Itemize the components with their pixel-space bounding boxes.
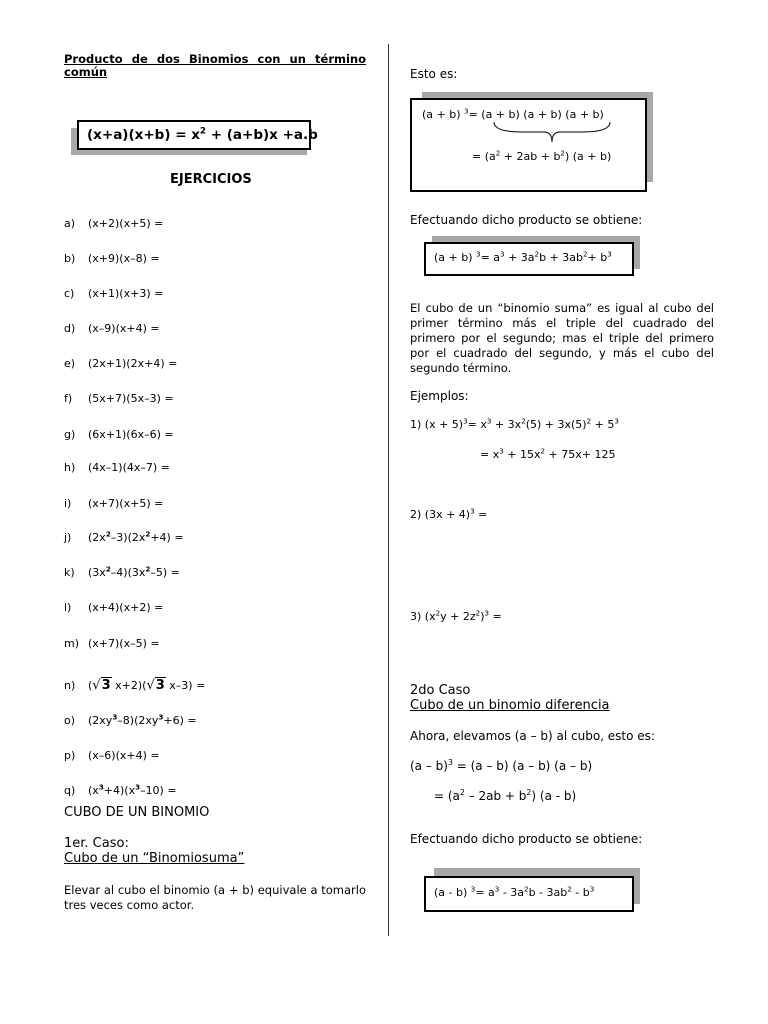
exercise-expression: (x+9)(x–8) = — [88, 252, 160, 265]
expr-part: –5) = — [150, 566, 180, 579]
exercise-label: n) — [64, 679, 76, 692]
cubo-title: CUBO DE UN BINOMIO — [64, 805, 210, 820]
exercise-item — [64, 714, 197, 727]
exercise-item — [64, 287, 163, 300]
diff-line1: (a – b)$^3$ = (a – b) (a – b) (a – b) — [410, 758, 593, 773]
exercise-expression — [88, 679, 205, 692]
expr-part: –8)(2xy — [117, 714, 159, 727]
caso1-heading — [64, 836, 244, 866]
radicand: 3 — [155, 678, 165, 693]
exercise-expression: (4x–1)(4x–7) = — [88, 461, 170, 474]
ejemplos-label: Ejemplos: — [410, 389, 469, 403]
exercise-item — [64, 392, 174, 405]
caso2-line2: Cubo de un binomio diferencia — [410, 698, 610, 713]
exercise-label: m) — [64, 637, 80, 650]
caso1-text: Elevar al cubo el binomio (a + b) equivale a tomarlo tres veces como actor. — [64, 883, 366, 912]
box2 — [424, 242, 634, 276]
exponent: 2 — [105, 529, 111, 539]
expr-part: ( — [88, 679, 93, 692]
ahora-text: Ahora, elevamos (a – b) al cubo, esto es: — [410, 729, 655, 743]
exponent: 2 — [145, 564, 151, 574]
brace — [492, 120, 612, 148]
exercise-item — [64, 601, 163, 614]
exercise-label: o) — [64, 714, 76, 727]
example-2: 2) $(3x + 4)^3$ = — [410, 506, 488, 521]
expr-part: –3)(2x — [110, 531, 146, 544]
exercise-label: q) — [64, 784, 76, 797]
exercise-expression: (x–9)(x+4) = — [88, 322, 160, 335]
efectuando-1: Efectuando dicho producto se obtiene: — [410, 213, 643, 227]
exercise-expression: (x+7)(x–5) = — [88, 637, 160, 650]
exercise-label: a) — [64, 217, 76, 230]
diff-line2: = $(a^2 - 2ab + b^2)$ (a - b) — [434, 788, 577, 803]
example-3: 3) $(x^2y + 2z^2)^3$ = — [410, 608, 502, 623]
exercise-item — [64, 217, 163, 230]
ejercicios-title: EJERCICIOS — [170, 172, 252, 187]
exercise-item — [64, 322, 160, 335]
exercise-label: d) — [64, 322, 76, 335]
column-divider — [388, 44, 389, 936]
exercise-item — [64, 637, 160, 650]
exercise-label: f) — [64, 392, 73, 405]
expr-part: –10) = — [140, 784, 177, 797]
caso1-line2: Cubo de un “Binomiosuma” — [64, 851, 245, 866]
efectuando-2: Efectuando dicho producto se obtiene: — [410, 832, 643, 846]
exponent: 3 — [98, 782, 104, 792]
sqrt-symbol: √3 — [92, 678, 111, 693]
box3 — [424, 876, 634, 912]
expr-part: x+2)( — [111, 679, 147, 692]
exercise-item — [64, 252, 160, 265]
box1-line2: = $(a^2 + 2ab + b^2) (a + b)$ — [472, 148, 612, 163]
exercise-item — [64, 784, 177, 797]
caso2-heading — [410, 683, 610, 713]
exercise-expression — [88, 566, 180, 579]
exponent: 3 — [158, 712, 164, 722]
exponent: 2 — [145, 529, 151, 539]
expr-part: +6) = — [163, 714, 197, 727]
exercise-item — [64, 461, 170, 474]
section-title-line1: Producto de dos Binomios con un término — [64, 52, 366, 66]
exercise-label: b) — [64, 252, 76, 265]
esto-es: Esto es: — [410, 67, 458, 81]
exponent: 2 — [105, 564, 111, 574]
formula-box — [77, 120, 318, 150]
exercise-label: i) — [64, 497, 72, 510]
exercise-expression: (6x+1)(6x–6) = — [88, 428, 174, 441]
exercise-label: k) — [64, 566, 75, 579]
exercise-label: c) — [64, 287, 75, 300]
exercise-label: g) — [64, 428, 76, 441]
exercise-label: j) — [64, 531, 72, 544]
exercise-expression — [88, 714, 197, 727]
exercise-label: e) — [64, 357, 76, 370]
exercise-item — [64, 428, 174, 441]
binomio-suma-paragraph: El cubo de un “binomio suma” es igual al cubo del primer término más el triple del cuadrado del primero por el segundo; mas el triple del primero por el cuadrado del segundo, y más el cubo del segundo término. — [410, 301, 714, 375]
box3-formula: (a - b) $^3= a^3 - 3a^2b - 3ab^2 - b^3$ — [434, 884, 595, 899]
exercise-item — [64, 497, 163, 510]
caso2-line1: 2do Caso — [410, 683, 471, 698]
expr-part: (2x — [88, 531, 106, 544]
exercise-expression: (x–6)(x+4) = — [88, 749, 160, 762]
example-1-line2: = $x^3 + 15x^2 + 75x+ 125$ — [480, 446, 616, 461]
exercise-expression: (2x+1)(2x+4) = — [88, 357, 178, 370]
box1-line1: (a + b) $^3$= (a + b) (a + b) (a + b) — [422, 106, 604, 121]
box1 — [410, 98, 647, 192]
exercise-label: h) — [64, 461, 76, 474]
exercise-item — [64, 678, 205, 693]
expr-part: +4)(x — [103, 784, 136, 797]
expr-part: x–3) = — [165, 679, 206, 692]
expr-part: (x — [88, 784, 99, 797]
exercise-item — [64, 566, 180, 579]
expr-part: (3x — [88, 566, 106, 579]
sqrt-symbol: √3 — [146, 678, 165, 693]
expr-part: –4)(3x — [110, 566, 146, 579]
exercise-item — [64, 749, 160, 762]
formula: $(x+a)(x+b) = x^2 + (a+b)x +a.b$ — [87, 126, 318, 143]
exercise-expression: (5x+7)(5x–3) = — [88, 392, 174, 405]
caso1-line1: 1er. Caso: — [64, 836, 129, 851]
exercise-label: l) — [64, 601, 72, 614]
exercise-expression: (x+4)(x+2) = — [88, 601, 164, 614]
example-1-line1: 1) $(x + 5)^3= x^3 + 3x^2(5) + 3x(5)^2 + 5^3$ — [410, 416, 619, 431]
exercise-item — [64, 357, 177, 370]
exercise-label: p) — [64, 749, 76, 762]
exercise-expression — [88, 531, 184, 544]
section-title — [64, 53, 366, 79]
box2-formula: (a + b) $^3= a^3 + 3a^2b + 3ab^2+ b^3$ — [434, 249, 612, 264]
exercise-expression: (x+7)(x+5) = — [88, 497, 164, 510]
exercise-expression — [88, 784, 177, 797]
exercise-item — [64, 531, 184, 544]
exponent: 3 — [112, 712, 118, 722]
exercise-expression: (x+2)(x+5) = — [88, 217, 164, 230]
expr-part: (2xy — [88, 714, 113, 727]
expr-part: +4) = — [150, 531, 184, 544]
exercise-expression: (x+1)(x+3) = — [88, 287, 164, 300]
radicand: 3 — [101, 678, 111, 693]
exponent: 3 — [135, 782, 141, 792]
section-title-line2: común — [64, 65, 108, 79]
